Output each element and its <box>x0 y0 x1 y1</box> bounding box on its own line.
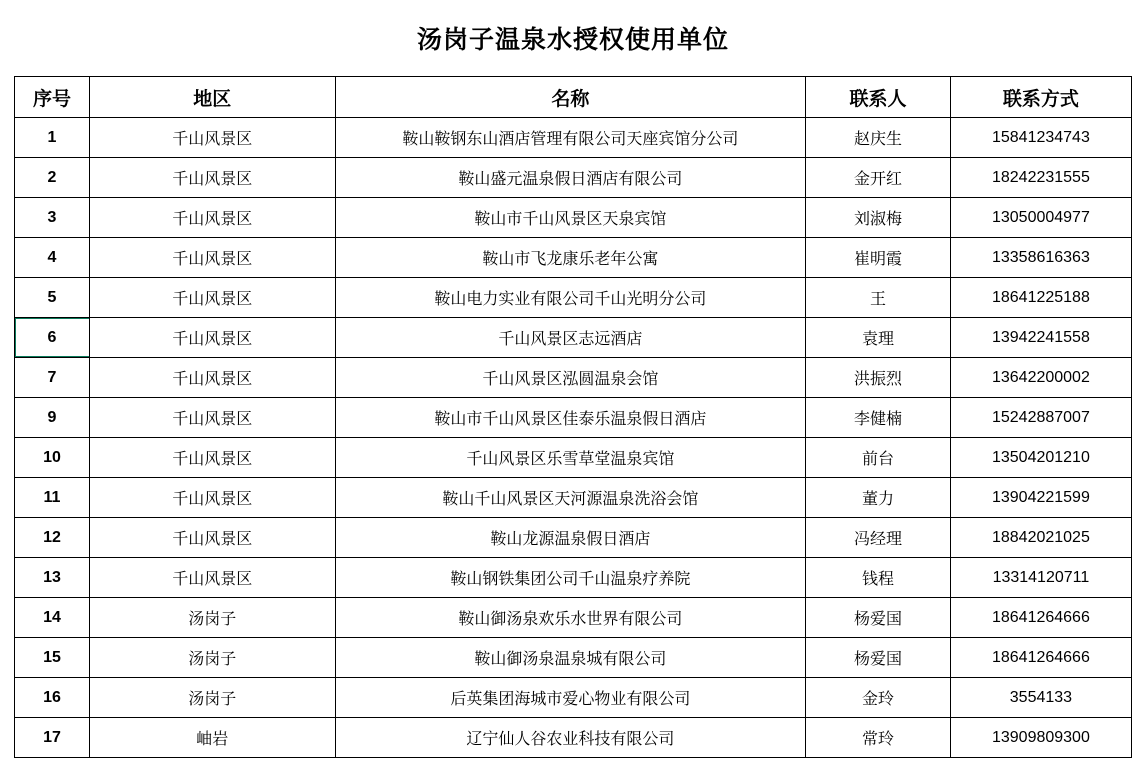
cell-contact: 杨爱国 <box>806 638 951 678</box>
cell-contact: 杨爱国 <box>806 598 951 638</box>
cell-area: 千山风景区 <box>89 438 335 478</box>
cell-phone: 13314120711 <box>950 558 1131 598</box>
cell-area: 千山风景区 <box>89 358 335 398</box>
cell-index: 12 <box>15 518 90 558</box>
cell-contact: 崔明霞 <box>806 238 951 278</box>
cell-index: 7 <box>15 358 90 398</box>
cell-contact: 前台 <box>806 438 951 478</box>
cell-contact: 王 <box>806 278 951 318</box>
table-row <box>15 478 1132 518</box>
table-row <box>15 718 1132 758</box>
cell-name: 鞍山龙源温泉假日酒店 <box>335 518 806 558</box>
cell-phone: 18242231555 <box>950 158 1131 198</box>
cell-index: 15 <box>15 638 90 678</box>
cell-index: 9 <box>15 398 90 438</box>
cell-area: 千山风景区 <box>89 478 335 518</box>
cell-index: 5 <box>15 278 90 318</box>
cell-index: 6 <box>15 318 90 358</box>
cell-area: 岫岩 <box>89 718 335 758</box>
cell-phone: 18641264666 <box>950 638 1131 678</box>
table-row <box>15 638 1132 678</box>
cell-area: 汤岗子 <box>89 678 335 718</box>
cell-index: 11 <box>15 478 90 518</box>
cell-contact: 董力 <box>806 478 951 518</box>
cell-contact: 冯经理 <box>806 518 951 558</box>
cell-area: 千山风景区 <box>89 518 335 558</box>
table-row <box>15 118 1132 158</box>
cell-contact: 袁理 <box>806 318 951 358</box>
column-header-name: 名称 <box>335 77 806 118</box>
cell-name: 鞍山市飞龙康乐老年公寓 <box>335 238 806 278</box>
cell-area: 千山风景区 <box>89 238 335 278</box>
cell-phone: 13358616363 <box>950 238 1131 278</box>
table-header-row <box>15 77 1132 118</box>
cell-index: 2 <box>15 158 90 198</box>
table-row <box>15 438 1132 478</box>
cell-name: 鞍山钢铁集团公司千山温泉疗养院 <box>335 558 806 598</box>
cell-phone: 13909809300 <box>950 718 1131 758</box>
cell-phone: 13504201210 <box>950 438 1131 478</box>
table-row <box>15 598 1132 638</box>
cell-contact: 常玲 <box>806 718 951 758</box>
table-row <box>15 678 1132 718</box>
cell-phone: 15841234743 <box>950 118 1131 158</box>
cell-phone: 13904221599 <box>950 478 1131 518</box>
table-row <box>15 558 1132 598</box>
table-row <box>15 318 1132 358</box>
cell-name: 后英集团海城市爱心物业有限公司 <box>335 678 806 718</box>
cell-name: 千山风景区乐雪草堂温泉宾馆 <box>335 438 806 478</box>
table-row <box>15 518 1132 558</box>
cell-contact: 洪振烈 <box>806 358 951 398</box>
cell-phone: 18641225188 <box>950 278 1131 318</box>
cell-name: 千山风景区泓圆温泉会馆 <box>335 358 806 398</box>
cell-name: 鞍山电力实业有限公司千山光明分公司 <box>335 278 806 318</box>
column-header-area: 地区 <box>89 77 335 118</box>
column-header-index: 序号 <box>15 77 90 118</box>
cell-contact: 金开红 <box>806 158 951 198</box>
cell-name: 鞍山市千山风景区佳泰乐温泉假日酒店 <box>335 398 806 438</box>
cell-area: 千山风景区 <box>89 158 335 198</box>
table-row <box>15 398 1132 438</box>
cell-name: 鞍山御汤泉欢乐水世界有限公司 <box>335 598 806 638</box>
cell-name: 千山风景区志远酒店 <box>335 318 806 358</box>
cell-phone: 3554133 <box>950 678 1131 718</box>
table-row <box>15 358 1132 398</box>
cell-index: 10 <box>15 438 90 478</box>
cell-phone: 18641264666 <box>950 598 1131 638</box>
cell-contact: 刘淑梅 <box>806 198 951 238</box>
cell-area: 千山风景区 <box>89 558 335 598</box>
column-header-contact: 联系人 <box>806 77 951 118</box>
table-container <box>0 76 1146 758</box>
authorized-units-table <box>14 76 1132 758</box>
cell-area: 千山风景区 <box>89 278 335 318</box>
cell-index: 16 <box>15 678 90 718</box>
cell-area: 汤岗子 <box>89 598 335 638</box>
cell-contact: 李健楠 <box>806 398 951 438</box>
cell-contact: 钱程 <box>806 558 951 598</box>
page-title: 汤岗子温泉水授权使用单位 <box>416 27 729 54</box>
cell-area: 汤岗子 <box>89 638 335 678</box>
table-row <box>15 158 1132 198</box>
table-row <box>15 238 1132 278</box>
cell-phone: 13050004977 <box>950 198 1131 238</box>
cell-name: 辽宁仙人谷农业科技有限公司 <box>335 718 806 758</box>
cell-area: 千山风景区 <box>89 318 335 358</box>
table-row <box>15 198 1132 238</box>
cell-phone: 15242887007 <box>950 398 1131 438</box>
cell-contact: 赵庆生 <box>806 118 951 158</box>
table-row <box>15 278 1132 318</box>
cell-area: 千山风景区 <box>89 398 335 438</box>
cell-name: 鞍山市千山风景区天泉宾馆 <box>335 198 806 238</box>
cell-index: 4 <box>15 238 90 278</box>
cell-area: 千山风景区 <box>89 198 335 238</box>
column-header-phone: 联系方式 <box>950 77 1131 118</box>
cell-phone: 13642200002 <box>950 358 1131 398</box>
cell-name: 鞍山千山风景区天河源温泉洗浴会馆 <box>335 478 806 518</box>
cell-name: 鞍山御汤泉温泉城有限公司 <box>335 638 806 678</box>
cell-area: 千山风景区 <box>89 118 335 158</box>
cell-name: 鞍山鞍钢东山酒店管理有限公司天座宾馆分公司 <box>335 118 806 158</box>
cell-phone: 13942241558 <box>950 318 1131 358</box>
cell-name: 鞍山盛元温泉假日酒店有限公司 <box>335 158 806 198</box>
cell-index: 3 <box>15 198 90 238</box>
cell-index: 13 <box>15 558 90 598</box>
cell-index: 17 <box>15 718 90 758</box>
cell-index: 14 <box>15 598 90 638</box>
cell-phone: 18842021025 <box>950 518 1131 558</box>
cell-index: 1 <box>15 118 90 158</box>
cell-contact: 金玲 <box>806 678 951 718</box>
